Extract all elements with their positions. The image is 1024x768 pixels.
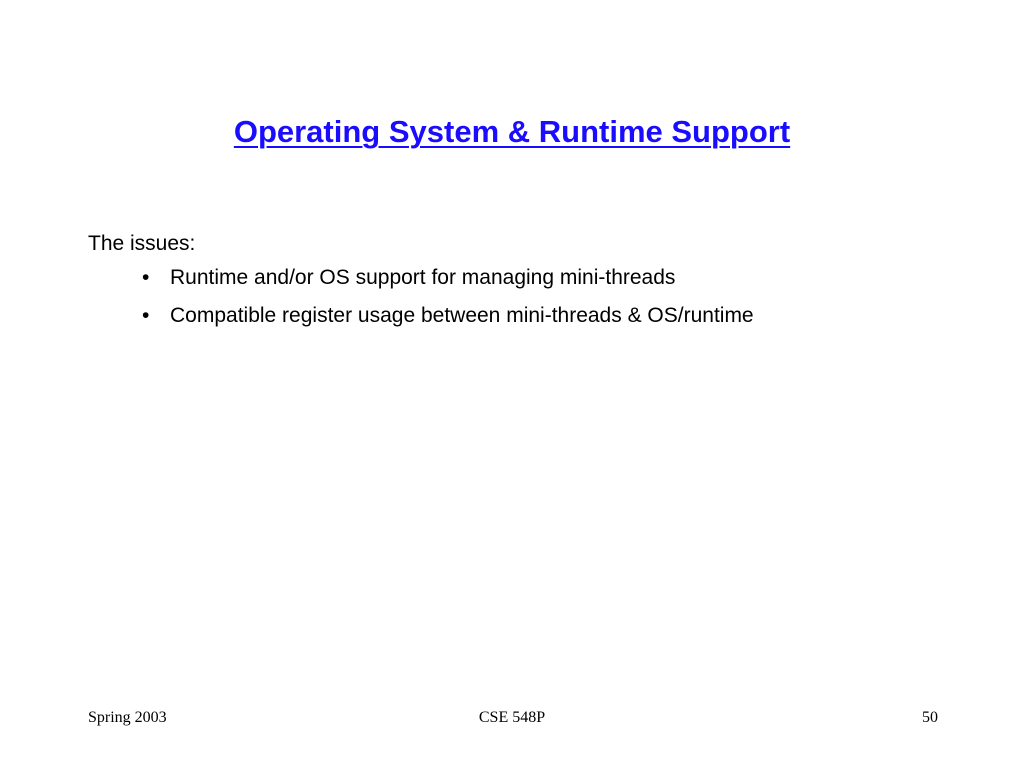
bullet-item	[88, 301, 770, 331]
bullet-text: Compatible register usage between mini-threads & OS/runtime	[170, 304, 754, 327]
footer-date: Spring 2003	[88, 709, 167, 726]
bullet-list	[88, 263, 788, 331]
bullet-item	[88, 263, 770, 293]
footer-page-number: 50	[922, 709, 938, 726]
slide-title: Operating System & Runtime Support	[233, 114, 791, 149]
bullet-text: Runtime and/or OS support for managing mini-threads	[170, 266, 676, 289]
slide-body	[88, 229, 788, 339]
bullet-icon: •	[142, 266, 150, 289]
intro-text: The issues:	[88, 232, 196, 255]
footer-course: CSE 548P	[478, 709, 546, 726]
bullet-icon: •	[142, 304, 150, 327]
